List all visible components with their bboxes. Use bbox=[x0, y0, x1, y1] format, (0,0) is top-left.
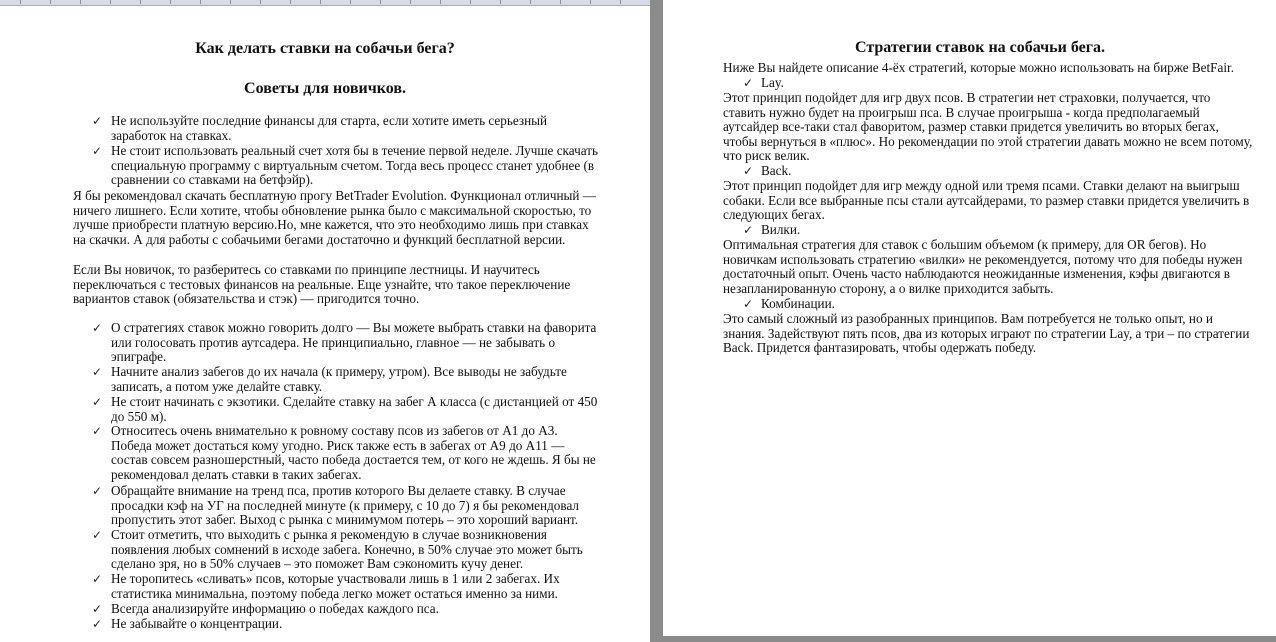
list-item: Стоит отметить, что выходить с рынка я рекомендую в случае возникновения появления любых сомнений в исходе забега. Конечно, в 50% случае это может быть сделано зря, но в 50% случаев – это поможет Вам сэкономить кучу денег. bbox=[111, 527, 583, 572]
list-item: Не используйте последние финансы для старта, если хотите иметь серьезный заработок на ставках. bbox=[111, 113, 548, 143]
checkmark-icon: ✓ bbox=[92, 395, 103, 409]
checkmark-icon: ✓ bbox=[743, 76, 754, 90]
list-item: Не стоит начинать с экзотики. Сделайте ставку на забег А класса (с дистанцией от 450 до 550 м). bbox=[111, 394, 598, 424]
paragraph: Этот принцип подойдет для игр двух псов. В стратегии нет страховки, получается, что ставить нужно будет на проигрыш пса. В случае проигрыша - когда предполагаемый аутсайдер все-таки стал фаворитом, размер ставки придется увеличить во вторых бегах, чтобы вернуться в «плюс». Но рекомендации по этой стратегии давать можно не всем потому, что риск велик. bbox=[723, 90, 1253, 164]
paragraph: Если Вы новичок, то разберитесь со ставками по принципе лестницы. И научитесь переключаться с тестовых финансов на реальные. Еще узнайте, что такое переключение вариантов ставок (обязательства и стэк) — пригодится точно. bbox=[73, 262, 571, 307]
checkmark-icon: ✓ bbox=[743, 297, 754, 311]
paragraph: Оптимальная стратегия для ставок с большим объемом (к примеру, для OR бегов). Но новичкам использовать стратегию «вилки» не рекомендуется, потому что для победы нужен достаточный опыт. Очень часто наблюдаются неожиданные изменения, кэфы двигаются в незапланированную сторону, а о вилке приходится забыть. bbox=[723, 237, 1243, 296]
list-item: О стратегиях ставок можно говорить долго — Вы можете выбрать ставки на фаворита или голосовать против аутсадера. Не принципиально, главное — не забывать о эпиграфе. bbox=[111, 320, 597, 365]
page-gap bbox=[650, 0, 663, 636]
checkmark-icon: ✓ bbox=[743, 223, 754, 237]
checkmark-icon: ✓ bbox=[92, 617, 103, 631]
checkmark-icon: ✓ bbox=[92, 572, 103, 586]
strategy-name: Комбинации. bbox=[761, 296, 835, 311]
list-item: Не забывайте о концентрации. bbox=[111, 616, 283, 631]
list-item: Всегда анализируйте информацию о победах каждого пса. bbox=[111, 601, 439, 616]
list-item: Относитесь очень внимательно к ровному составу псов из забегов от А1 до А3. Победа может достаться кому угодно. Риск также есть в забегах от А9 до А11 — состав совсем разношерстный, часто победа достается тем, от кого не ждешь. Я бы не рекомендовал делать ставки в таких забегах. bbox=[111, 423, 596, 482]
list-item: Не стоит использовать реальный счет хотя бы в течение первой неделе. Лучше скачать специальную программу с виртуальным счетом. Тогда весь процесс станет удобнее (в сравнении со ставками на бетфэйр). bbox=[111, 143, 599, 188]
checkmark-icon: ✓ bbox=[743, 164, 754, 178]
paragraph: Ниже Вы найдете описание 4-ёх стратегий, которые можно использовать на бирже BetFair. bbox=[723, 60, 1234, 75]
checkmark-icon: ✓ bbox=[92, 365, 103, 379]
document-page-left[interactable] bbox=[0, 6, 650, 642]
strategy-name: Вилки. bbox=[761, 222, 801, 237]
page-title: Как делать ставки на собачьи бега? bbox=[195, 40, 455, 57]
checkmark-icon: ✓ bbox=[92, 528, 103, 542]
checkmark-icon: ✓ bbox=[92, 484, 103, 498]
strategy-name: Back. bbox=[761, 163, 792, 178]
document-page-right[interactable] bbox=[663, 0, 1276, 636]
list-item: Начните анализ забегов до их начала (к примеру, утром). Все выводы не забудьте записать, а потом уже делайте ставку. bbox=[111, 364, 567, 394]
paragraph: Этот принцип подойдет для игр между одной или тремя псами. Ставки делают на выигрыш собаки. Если все выбранные псы стали аутсайдерами, то размер ставки придется увеличить в следующих бегах. bbox=[723, 178, 1250, 223]
strategy-name: Lay. bbox=[761, 75, 784, 90]
checkmark-icon: ✓ bbox=[92, 114, 103, 128]
list-item: Обращайте внимание на тренд пса, против которого Вы делаете ставку. В случае просадки кэф на УГ на последней минуте (к примеру, с 10 до 7) я бы рекомендовал пропустить этот забег. Выход с рынка с минимумом потерь – это хороший вариант. bbox=[111, 483, 579, 528]
page-subtitle: Советы для новичков. bbox=[244, 80, 406, 97]
paragraph: Я бы рекомендовал скачать бесплатную прогу BetTrader Evolution. Функционал отличный — ничего лишнего. Если хотите, чтобы обновление рынка было с максимальной скоростью, то лучше приобрести платную версию.Но, мне кажется, что это необходимо лишь при ставках на скачки. А для работы с собачьими бегами достаточно и функций бесплатной версии. bbox=[73, 188, 596, 247]
checkmark-icon: ✓ bbox=[92, 144, 103, 158]
page-title: Стратегии ставок на собачьи бега. bbox=[855, 39, 1105, 56]
paragraph: Это самый сложный из разобранных принципов. Вам потребуется не только опыт, но и знания. Задействуют пять псов, два из которых играют по стратегии Lay, а три – по стратегии Back. Придется фантазировать, чтобы одержать победу. bbox=[723, 311, 1250, 356]
checkmark-icon: ✓ bbox=[92, 424, 103, 438]
checkmark-icon: ✓ bbox=[92, 602, 103, 616]
checkmark-icon: ✓ bbox=[92, 321, 103, 335]
list-item: Не торопитесь «сливать» псов, которые участвовали лишь в 1 или 2 забегах. Их статистика минимальна, поэтому победа легко может остаться именно за ними. bbox=[111, 571, 560, 601]
